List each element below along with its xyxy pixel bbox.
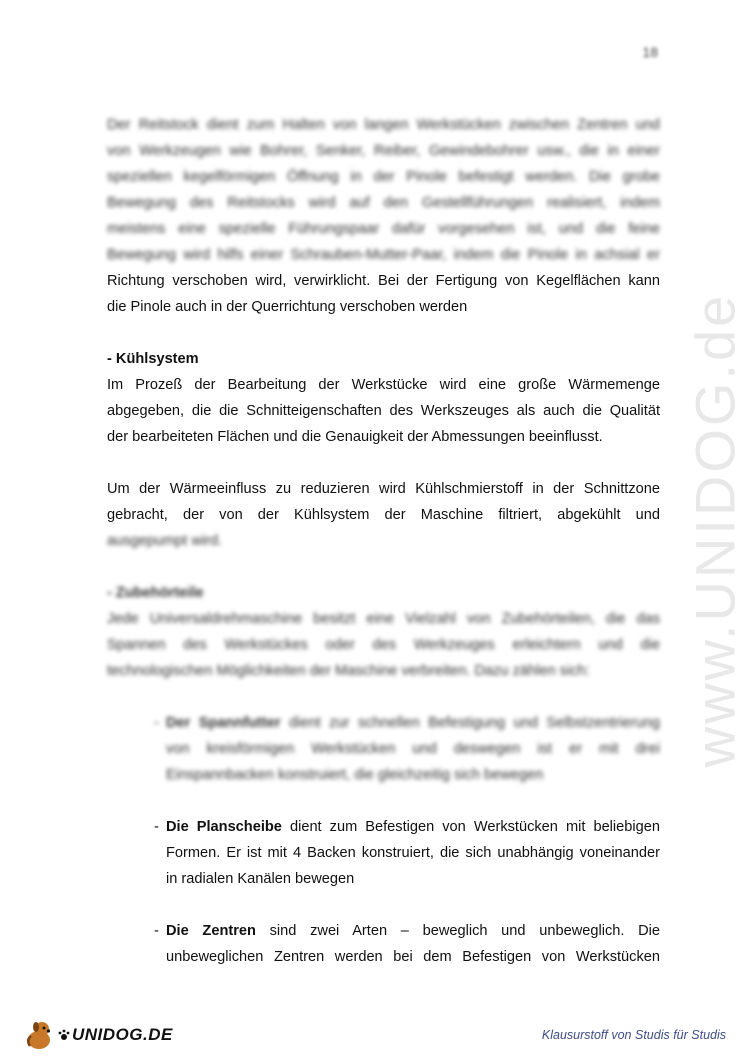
- bullet: -: [154, 923, 159, 939]
- text-line: Formen. Er ist mit 4 Backen konstruiert, die sich unabhängig voneinander: [166, 845, 660, 861]
- text-line: Im Prozeß der Bearbeitung der Werkstücke wird eine große Wärmemenge: [107, 377, 660, 393]
- term-label: Der Spannfutter: [166, 715, 281, 731]
- paragraph-kuehlsystem: [107, 372, 660, 450]
- paragraph-zubehoerteile: [107, 606, 660, 684]
- text-line: Der Reitstock dient zum Halten von langen Werkstücken zwischen Zentren und: [107, 117, 660, 133]
- text-line: Um der Wärmeeinfluss zu reduzieren wird Kühlschmierstoff in der Schnittzone: [107, 481, 660, 497]
- text-line: gebracht, der von der Kühlsystem der Maschine filtriert, abgekühlt und: [107, 507, 660, 523]
- text-line: von kreisförmigen Werkstücken und deswegen ist er mit drei: [166, 741, 660, 757]
- footer-tagline: Klausurstoff von Studis für Studis: [541, 1028, 726, 1042]
- text-line: Die Planscheibe dient zum Befestigen von Werkstücken mit beliebigen: [166, 819, 660, 835]
- text-line: ausgepumpt wird.: [107, 533, 223, 549]
- text-line: Bewegung des Reitstocks wird auf den Gestellführungen realisiert, indem: [107, 195, 660, 211]
- logo-text: UNIDOG.DE: [72, 1025, 173, 1044]
- paragraph-kuehlschmierstoff: [107, 476, 660, 554]
- section-heading-kuehlsystem: - Kühlsystem: [107, 351, 199, 367]
- text-line: von Werkzeugen wie Bohrer, Senker, Reiber, Gewindebohrer usw., die in einer: [107, 143, 660, 159]
- term-label: Die Planscheibe: [166, 819, 282, 835]
- text-line: speziellen kegelförmigen Öffnung in der Pinole befestigt werden. Die grobe: [107, 169, 660, 185]
- list-item-planscheibe: [154, 814, 660, 892]
- text-line: Der Spannfutter dient zur schnellen Befestigung und Selbstzentrierung: [166, 715, 660, 731]
- text-line: Die Zentren sind zwei Arten – beweglich und unbeweglich. Die: [166, 923, 661, 939]
- section-heading-zubehoerteile: - Zubehörteile: [107, 585, 204, 601]
- page-number: 18: [642, 44, 658, 60]
- dog-icon: [22, 1018, 56, 1052]
- text-line: die Pinole auch in der Querrichtung verschoben werden: [107, 299, 468, 315]
- text-line: Richtung verschoben wird, verwirklicht. Bei der Fertigung von Kegelflächen kann: [107, 273, 660, 289]
- text-line: Bewegung wird hilfs einer Schrauben-Mutter-Paar, indem die Pinole in achsial er: [107, 247, 660, 263]
- paw-icon: [58, 1029, 70, 1041]
- paragraph-reitstock: [107, 112, 660, 320]
- text-line: meistens eine spezielle Führungspaar dafür vorgesehen ist, und die feine: [107, 221, 660, 237]
- bullet: -: [154, 819, 159, 835]
- unidog-logo: [22, 1018, 173, 1052]
- accessory-list: [154, 710, 660, 970]
- text-line: unbeweglichen Zentren werden bei dem Befestigen von Werkstücken: [166, 949, 660, 965]
- text-line: abgegeben, die die Schnitteigenschaften des Werkszeuges als auch die Qualität: [107, 403, 660, 419]
- watermark-text: www.UNIDOG.de: [683, 292, 747, 768]
- list-item-zentren: [154, 918, 660, 970]
- text-line: Einspannbacken konstruiert, die gleichzeitig sich bewegen: [166, 767, 544, 783]
- text-line: in radialen Kanälen bewegen: [166, 871, 355, 887]
- bullet: -: [154, 715, 159, 731]
- term-label: Die Zentren: [166, 923, 256, 939]
- document-body: [107, 112, 660, 970]
- text-line: Jede Universaldrehmaschine besitzt eine Vielzahl von Zubehörteilen, die das: [107, 611, 660, 627]
- list-item-spannfutter: [154, 710, 660, 788]
- text-line: Spannen des Werkstückes oder des Werkzeuges erleichtern und die: [107, 637, 660, 653]
- text-line: technologischen Möglichkeiten der Maschine verbreiten. Dazu zählen sich:: [107, 663, 590, 679]
- text-line: der bearbeiteten Flächen und die Genauigkeit der Abmessungen beeinflusst.: [107, 429, 603, 445]
